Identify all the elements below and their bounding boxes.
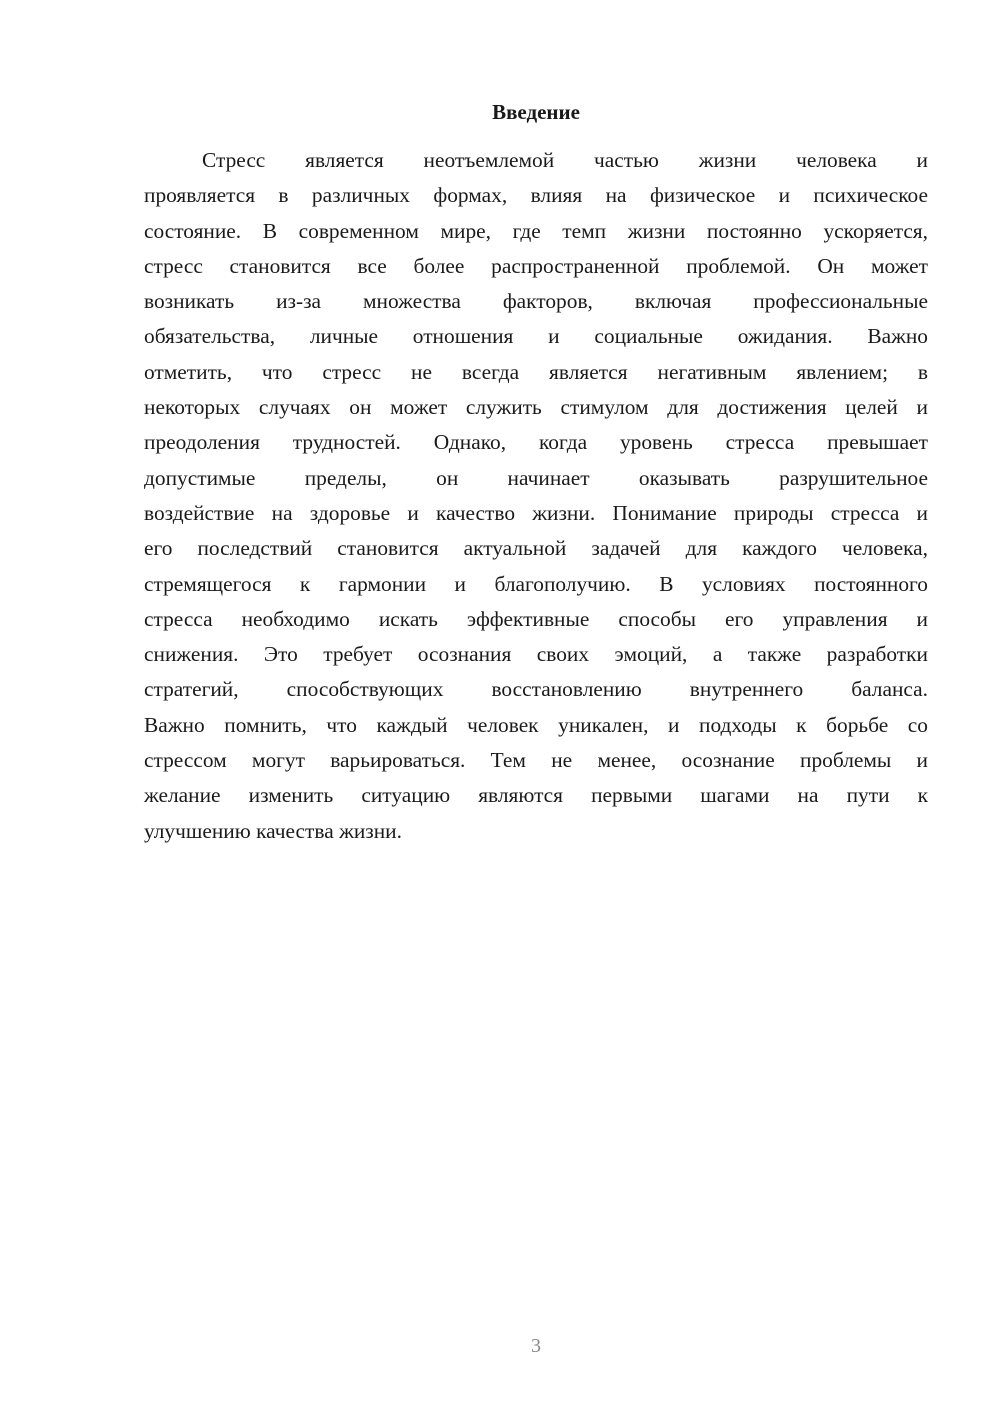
paragraph-line: стратегий, способствующих восстановлению внутреннего баланса. xyxy=(144,677,928,702)
paragraph-line: состояние. В современном мире, где темп жизни постоянно ускоряется, xyxy=(144,218,928,243)
paragraph-line: его последствий становится актуальной задачей для каждого человека, xyxy=(144,536,928,561)
paragraph-line: преодоления трудностей. Однако, когда уровень стресса превышает xyxy=(144,430,928,455)
body-paragraph xyxy=(144,143,928,849)
paragraph-line: стресс становится все более распространенной проблемой. Он может xyxy=(144,253,928,278)
paragraph-line: Стресс является неотъемлемой частью жизни человека и xyxy=(202,148,928,172)
paragraph-line: возникать из-за множества факторов, включая профессиональные xyxy=(144,289,928,314)
paragraph-line: улучшению качества жизни. xyxy=(144,818,402,843)
paragraph-line: допустимые пределы, он начинает оказывать разрушительное xyxy=(144,465,928,490)
paragraph-line: некоторых случаях он может служить стимулом для достижения целей и xyxy=(144,395,928,420)
paragraph-line: отметить, что стресс не всегда является негативным явлением; в xyxy=(144,359,928,384)
paragraph-line: проявляется в различных формах, влияя на физическое и психическое xyxy=(144,183,928,208)
paragraph-line: желание изменить ситуацию являются первыми шагами на пути к xyxy=(144,783,928,808)
section-heading: Введение xyxy=(492,100,580,124)
paragraph-line: Важно помнить, что каждый человек уникален, и подходы к борьбе со xyxy=(144,712,928,737)
paragraph-line: стресса необходимо искать эффективные способы его управления и xyxy=(144,606,928,631)
paragraph-line: обязательства, личные отношения и социальные ожидания. Важно xyxy=(144,324,928,349)
paragraph-line: стремящегося к гармонии и благополучию. В условиях постоянного xyxy=(144,571,928,596)
paragraph-line: стрессом могут варьироваться. Тем не менее, осознание проблемы и xyxy=(144,748,928,773)
paragraph-line: снижения. Это требует осознания своих эмоций, а также разработки xyxy=(144,642,928,667)
paragraph-line: воздействие на здоровье и качество жизни. Понимание природы стресса и xyxy=(144,500,928,525)
page-number: 3 xyxy=(531,1335,541,1357)
